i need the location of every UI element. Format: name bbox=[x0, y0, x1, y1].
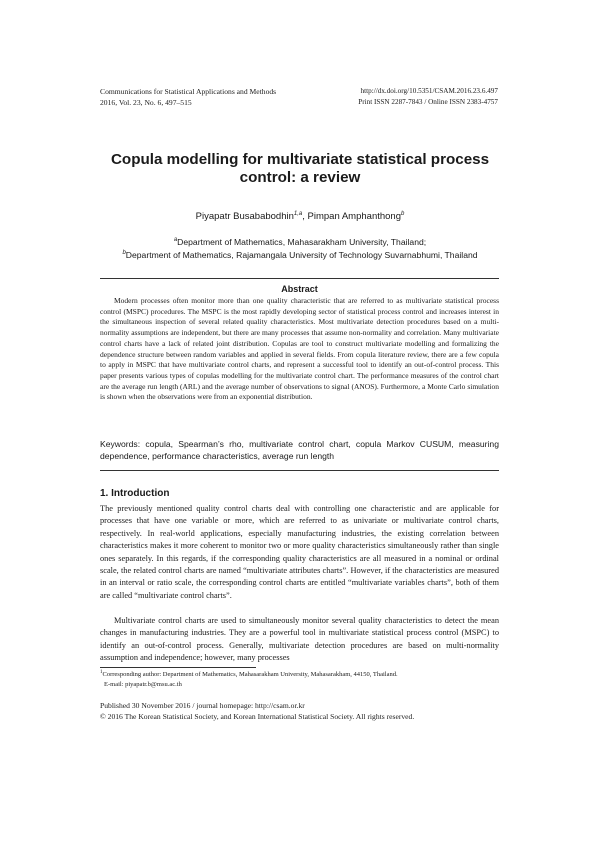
journal-header bbox=[100, 86, 276, 108]
affiliations bbox=[95, 236, 505, 262]
affiliation-a-mark: a bbox=[173, 237, 178, 244]
paragraph-1: The previously mentioned quality control charts deal with controlling one characteristic and are applicable for processes that have one variable or more, which are referred to as univariate or multivariate control charts, respectively. In real-world applications, especially manufacturing industries, the existing correlation between characteristics makes it more coherent to monitor two or more quality characteristics simultaneously rather than single ones separately. In this regards, if the corresponding quality characteristics are all measured in a nominal or ordinal scale, the related control charts are named “multivariate attributes charts”. However, if the characteristics are measured in an interval or ratio scale, the corresponding control charts are entitled “multivariate variables charts”, both of them are called “multivariate control charts”. bbox=[100, 504, 499, 600]
keywords bbox=[100, 438, 499, 462]
author-line bbox=[100, 211, 500, 222]
footnote-mark: 1 bbox=[100, 669, 103, 675]
footnote-rule bbox=[100, 667, 256, 668]
paragraph-2: Multivariate control charts are used to simultaneously monitor several quality characteristics to detect the mean changes in manufacturing industries. They are a powerful tool in multivariate statistical process control (MSPC) to identify an out-of-control process. Generally, multivariate detection procedures are based on multi-normality assumption and independence; however, many processes bbox=[100, 616, 499, 663]
affiliation-b bbox=[95, 249, 505, 262]
published-line: Published 30 November 2016 / journal homepage: http://csam.or.kr bbox=[100, 701, 305, 710]
author-1: Piyapatr Busababodhin bbox=[195, 211, 294, 222]
footnote-email[interactable]: E-mail: piyapatr.b@msu.ac.th bbox=[104, 681, 182, 688]
paper-title: Copula modelling for multivariate statistical process control: a review bbox=[110, 151, 490, 186]
abstract-bottom-rule bbox=[100, 470, 499, 471]
author-separator: , bbox=[302, 211, 308, 222]
footnote bbox=[100, 670, 499, 690]
author-1-mark: 1,a bbox=[293, 210, 303, 217]
footnote-corresponding: Corresponding author: Department of Mathematics, Mahasarakham University, Mahasarakham, 44150, Thailand. bbox=[102, 671, 398, 678]
journal-volume: 2016, Vol. 23, No. 6, 497–515 bbox=[100, 98, 192, 107]
section-heading: 1. Introduction bbox=[100, 488, 170, 499]
journal-name: Communications for Statistical Applications and Methods bbox=[100, 87, 277, 96]
publication-info bbox=[100, 700, 414, 722]
doi-link[interactable]: http://dx.doi.org/10.5351/CSAM.2016.23.6.497 bbox=[360, 87, 498, 95]
copyright-line: © 2016 The Korean Statistical Society, and Korean International Statistical Society. All rights reserved. bbox=[100, 712, 415, 721]
keywords-label: Keywords: bbox=[100, 439, 141, 449]
affiliation-b-mark: b bbox=[122, 250, 126, 257]
keywords-text: copula, Spearman’s rho, multivariate control chart, copula Markov CUSUM, measuring dependence, performance characteristics, average run length bbox=[100, 439, 499, 461]
issn: Print ISSN 2287-7843 / Online ISSN 2383-4757 bbox=[358, 98, 498, 106]
affiliation-a bbox=[95, 236, 505, 249]
abstract-top-rule bbox=[100, 278, 499, 279]
footnote-line-1 bbox=[100, 670, 499, 680]
author-2-mark: b bbox=[401, 210, 405, 217]
abstract-heading: Abstract bbox=[281, 284, 318, 294]
affiliation-a-text: Department of Mathematics, Mahasarakham University, Thailand; bbox=[177, 237, 427, 247]
doi-header bbox=[330, 86, 498, 108]
affiliation-b-text: Department of Mathematics, Rajamangala University of Technology Suvarnabhumi, Thailand bbox=[125, 250, 478, 260]
author-2: Pimpan Amphanthong bbox=[307, 211, 401, 222]
abstract-text: Modern processes often monitor more than one quality characteristic that are referred to as multivariate statistical process control (MSPC) procedures. The MSPC is the most rapidly developing sector of statistical process control and increases interest in the simultaneous inspection of several related quality characteristics. Most multivariate detection procedures based on a multi-normality assumptions are independent, but there are many processes that assume non-normality and correlation. Many multivariate control charts have a lack of related joint distribution. Copulas are tool to construct multivariate modelling and formalizing the dependence structure between random variables and applied in several fields. From copula literature review, there are a few copula to apply in MSPC that have multivariate control charts, and represent a successful tool to identify an out-of-control process. This paper presents various types of copulas modelling for the multivariate control chart. The performance measures of the control chart are the average run length (ARL) and the average number of observations to signal (ANOS). Furthermore, a Monte Carlo simulation is shown when the observations were from an exponential distribution. bbox=[100, 296, 499, 402]
